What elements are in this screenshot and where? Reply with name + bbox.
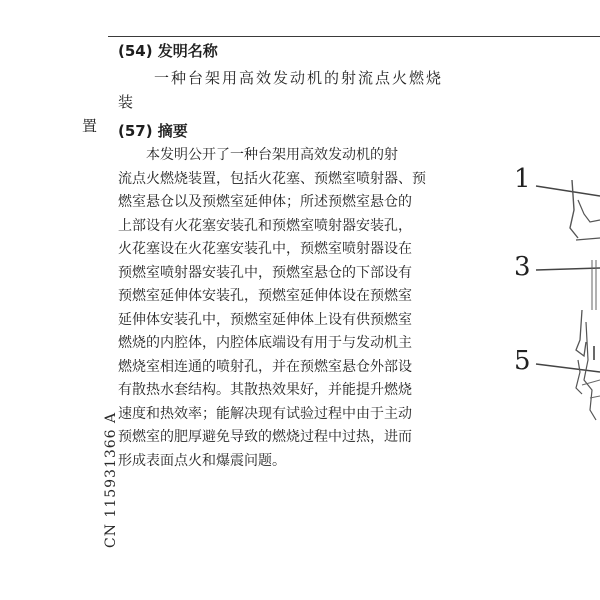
abstract-line: 燃室悬仓以及预燃室延伸体；所述预燃室悬仓的 (118, 194, 412, 210)
device-outline (576, 360, 582, 394)
figure-label-3: 3 (514, 252, 531, 282)
abstract-line: 速度和热效率；能解决现有试验过程中由于主动 (118, 405, 412, 422)
abstract-line: 上部设有火花塞安装孔和预燃室喷射器安装孔， (118, 217, 412, 234)
patent-figure (500, 110, 600, 450)
abstract-line: 形成表面点火和爆震问题。 (118, 452, 286, 469)
abstract-line: 燃烧室相连通的喷射孔，并在预燃室悬仓外部设 (118, 358, 412, 375)
device-outline (576, 238, 600, 240)
invention-title-line-2: 置 (82, 117, 100, 135)
publication-number: CN 115931366 A (103, 411, 119, 548)
leader-line-3 (536, 268, 600, 270)
abstract-line: 流点火燃烧装置，包括火花塞、预燃室喷射器、预 (118, 170, 426, 187)
invention-title-line-1: 一种台架用高效发动机的射流点火燃烧装 (118, 69, 444, 111)
abstract-line: 预燃室延伸体安装孔，预燃室延伸体设在预燃室 (118, 288, 412, 304)
figure-label-1: 1 (514, 164, 531, 194)
abstract-line: 预燃室喷射器安装孔中，预燃室悬仓的下部设有 (118, 264, 412, 281)
device-outline (578, 200, 600, 222)
header-rule (108, 36, 600, 37)
leader-line-1 (536, 186, 600, 196)
abstract-body (118, 144, 474, 473)
figure-label-5: 5 (514, 346, 531, 376)
invention-title-heading: (54) 发明名称 (118, 42, 218, 60)
abstract-line: 延伸体安装孔中，预燃室延伸体上设有供预燃室 (118, 311, 412, 328)
device-outline (576, 310, 586, 356)
abstract-line: 燃烧的内腔体，内腔体底端设有用于与发动机主 (118, 335, 412, 351)
abstract-line: 本发明公开了一种台架用高效发动机的射 (146, 147, 398, 163)
abstract-heading: (57) 摘要 (118, 122, 188, 140)
abstract-line: 火花塞设在火花塞安装孔中，预燃室喷射器设在 (118, 241, 412, 257)
device-outline (570, 180, 578, 238)
abstract-line: 有散热水套结构。其散热效果好，并能提升燃烧 (118, 382, 412, 398)
leader-line-5 (536, 364, 600, 372)
abstract-line: 预燃室的肥厚避免导致的燃烧过程中过热，进而 (118, 429, 412, 445)
